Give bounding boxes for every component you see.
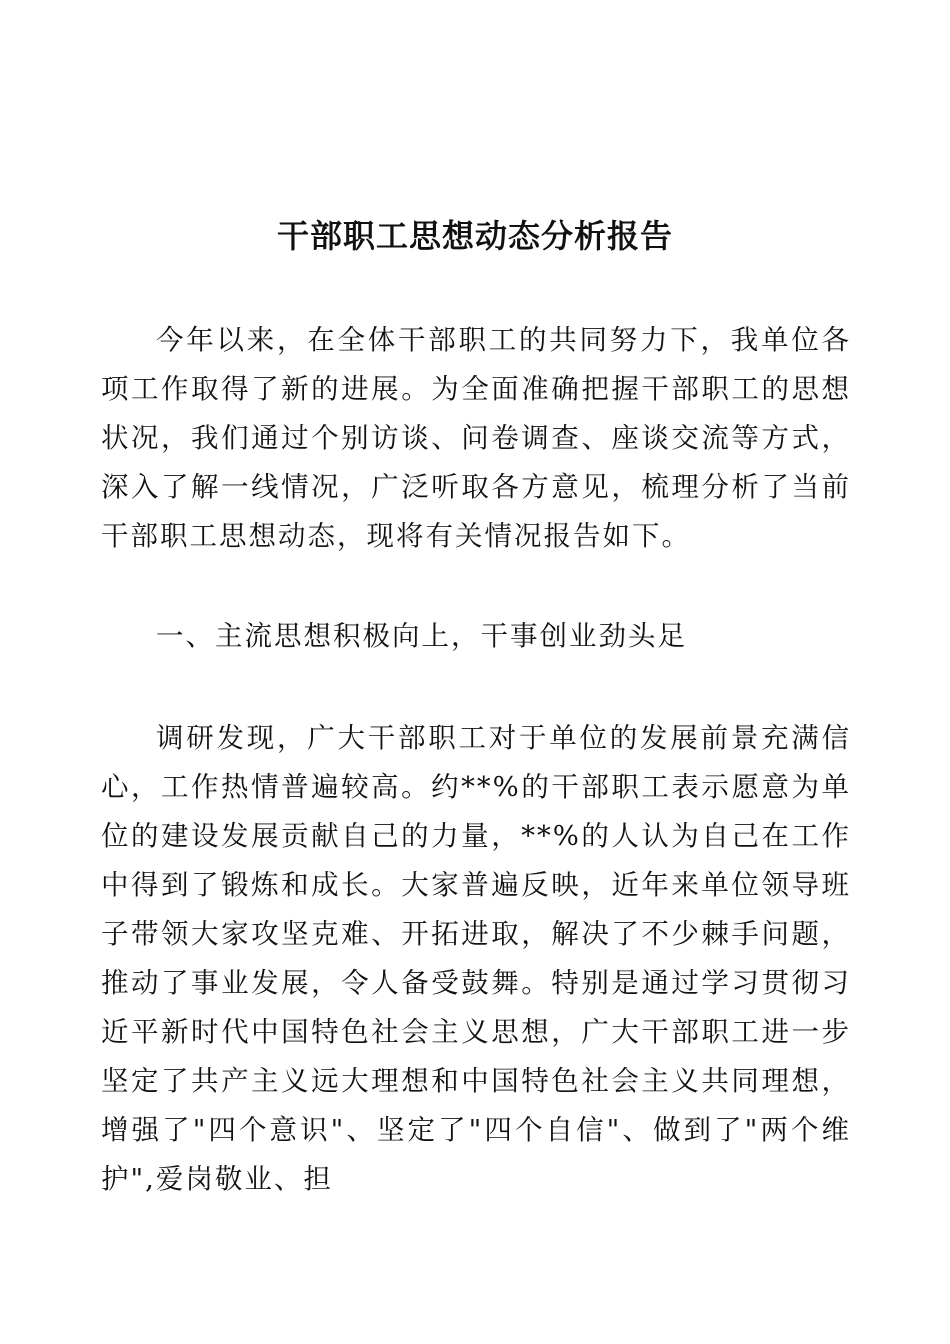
document-title: 干部职工思想动态分析报告 [276, 217, 673, 255]
section-1-paragraph: 调研发现，广大干部职工对于单位的发展前景充满信心，工作热情普遍较高。约**%的干部职工表示愿意为单位的建设发展贡献自己的力量，**%的人认为自己在工作中得到了锻炼和成长。大家普遍反映，近年来单位领导班子带领大家攻坚克难、开拓进取，解决了不少棘手问题，推动了事业发展，令人备受鼓舞。特别是通过学习贯彻习近平新时代中国特色社会主义思想，广大干部职工进一步坚定了共产主义远大理想和中国特色社会主义共同理想，增强了"四个意识"、坚定了"四个自信"、做到了"两个维护",爱岗敬业、担 [101, 722, 851, 1195]
intro-paragraph: 今年以来，在全体干部职工的共同努力下，我单位各项工作取得了新的进展。为全面准确把握干部职工的思想状况，我们通过个别访谈、问卷调查、座谈交流等方式，深入了解一线情况，广泛听取各方意见，梳理分析了当前干部职工思想动态，现将有关情况报告如下。 [101, 324, 851, 552]
section-1-heading: 一、主流思想积极向上，干事创业劲头足 [156, 620, 687, 652]
